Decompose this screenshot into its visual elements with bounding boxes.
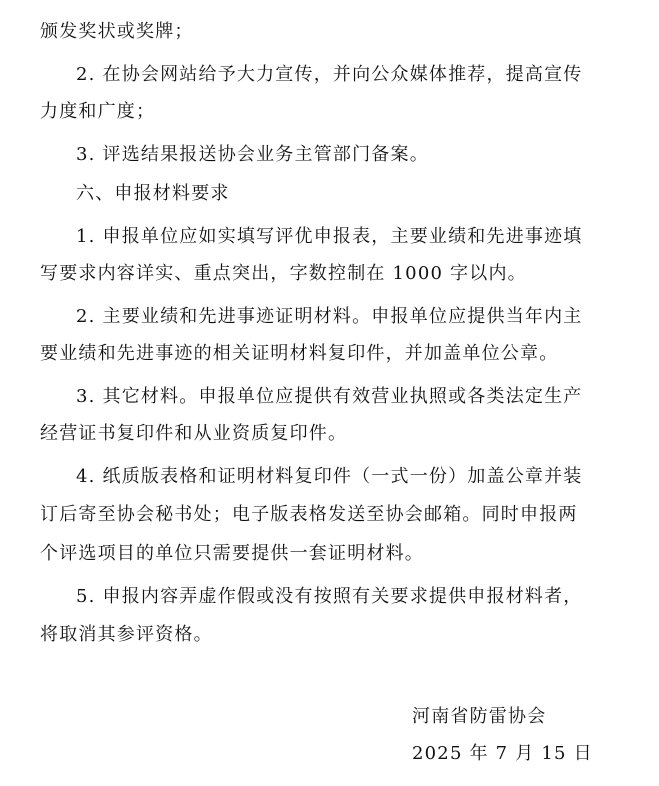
req-2-proof-materials: 2. 主要业绩和先进事迹证明材料。申报单位应提供当年内主 <box>76 306 583 327</box>
signature-organization: 河南省防雷协会 <box>412 706 547 727</box>
req-1-fill-form: 1. 申报单位应如实填写评优申报表，主要业绩和先进事迹填 <box>76 226 583 247</box>
req-4-continuation-1: 订后寄至协会秘书处；电子版表格发送至协会邮箱。同时申报两 <box>40 504 578 525</box>
req-3-other-materials: 3. 其它材料。申报单位应提供有效营业执照或各类法定生产 <box>76 386 583 407</box>
req-4-continuation-2: 个评选项目的单位只需要提供一套证明材料。 <box>40 543 424 564</box>
req-4-paper-forms: 4. 纸质版表格和证明材料复印件（一式一份）加盖公章并装 <box>76 466 583 487</box>
award-certificate-line: 颁发奖状或奖牌； <box>40 21 194 42</box>
req-2-continuation: 要业绩和先进事迹的相关证明材料复印件，并加盖单位公章。 <box>40 343 559 364</box>
req-1-continuation: 写要求内容详实、重点突出，字数控制在 1000 字以内。 <box>40 263 527 284</box>
section-six-heading: 六、申报材料要求 <box>76 183 230 204</box>
item-3-filing: 3. 评选结果报送协会业务主管部门备案。 <box>76 144 429 165</box>
signature-date: 2025 年 7 月 15 日 <box>412 743 593 764</box>
item-2-continuation: 力度和广度； <box>40 101 156 122</box>
req-5-continuation: 将取消其参评资格。 <box>40 624 213 645</box>
req-5-false-info: 5. 申报内容弄虚作假或没有按照有关要求提供申报材料者， <box>76 586 583 607</box>
item-2-website-promotion: 2. 在协会网站给予大力宣传，并向公众媒体推荐，提高宣传 <box>76 64 583 85</box>
req-3-continuation: 经营证书复印件和从业资质复印件。 <box>40 423 348 444</box>
